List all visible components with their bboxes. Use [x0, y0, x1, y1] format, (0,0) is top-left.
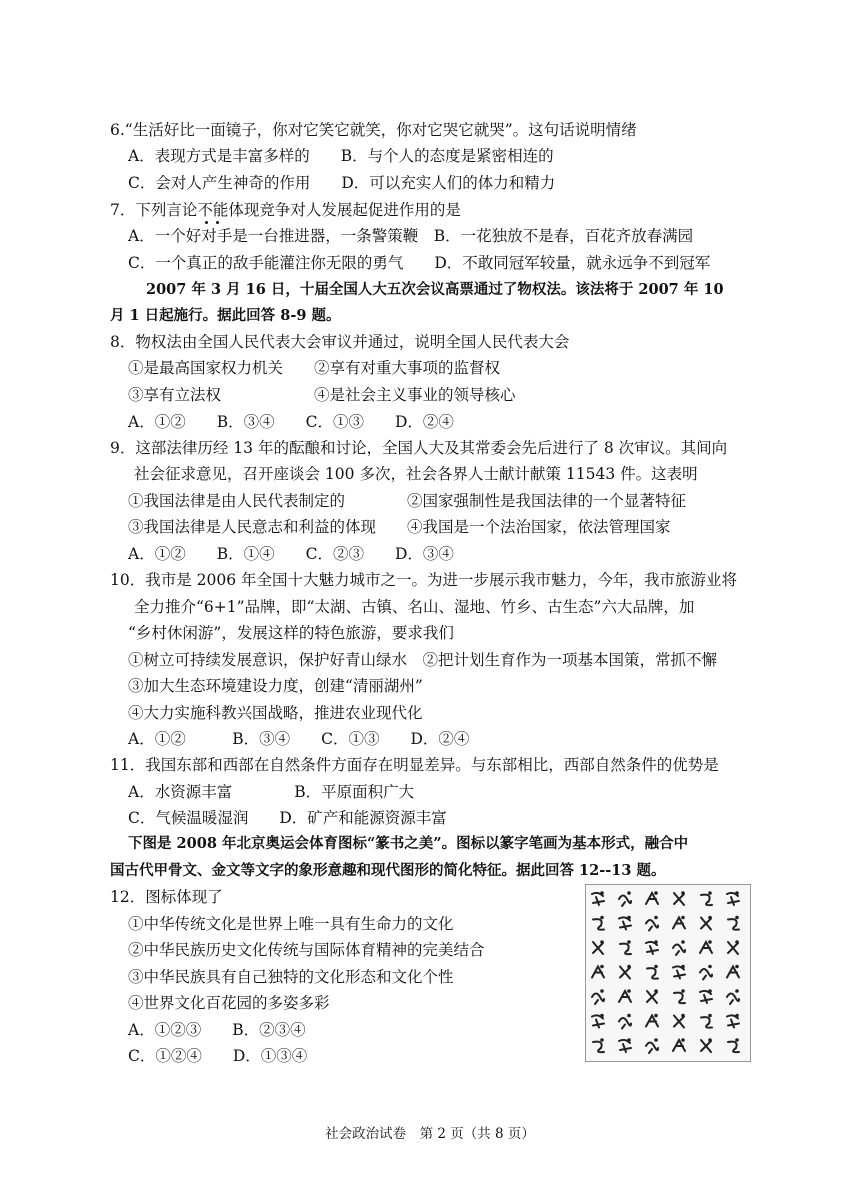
- sport-pictogram-icon: [727, 989, 739, 1004]
- sport-pictogram-icon: [646, 916, 658, 931]
- sport-pictogram-icon: [700, 940, 712, 953]
- sport-pictogram-icon: [619, 916, 631, 930]
- text-line: 2007 年 3 月 16 日，十届全国人大五次会议高票通过了物权法。该法将于 2007 年 10: [146, 281, 724, 298]
- emphasis-dot: [205, 221, 208, 224]
- text-line: ①树立可持续发展意识，保护好青山绿水 ②把计划生育作为一项基本国策，常抓不懈: [128, 651, 718, 669]
- text-line: ④世界文化百花园的多姿多彩: [128, 994, 330, 1012]
- sport-pictogram-icon: [593, 940, 604, 954]
- text-line: ①中华传统文化是世界上唯一具有生命力的文化: [128, 915, 454, 933]
- sport-pictogram-icon: [646, 891, 658, 904]
- sport-pictogram-icon: [593, 916, 604, 930]
- sport-pictogram-icon: [674, 891, 685, 905]
- sport-pictogram-icon: [619, 989, 631, 1002]
- text-line: A．①② B．③④ C．①③ D．②④: [128, 413, 454, 431]
- sport-pictogram-icon: [619, 891, 631, 906]
- pictogram-grid-icon: [586, 885, 750, 1061]
- sport-pictogram-icon: [592, 965, 604, 978]
- text-line: 7．下列言论不能体现竞争对人发展起促进作用的是: [110, 201, 461, 219]
- olympic-pictograms-image: [585, 884, 751, 1062]
- sport-pictogram-icon: [619, 1014, 631, 1029]
- text-line: A．①② B．①④ C．②③ D．③④: [128, 545, 454, 563]
- text-line: A．水资源丰富 B．平原面积广大: [128, 783, 415, 801]
- sport-pictogram-icon: [728, 1038, 739, 1052]
- text-line: ①我国法律是由人民代表制定的 ②国家强制性是我国法律的一个显著特征: [128, 492, 687, 510]
- text-line: 12．图标体现了: [110, 888, 223, 906]
- sport-pictogram-icon: [647, 989, 658, 1003]
- sport-pictogram-icon: [727, 1014, 739, 1028]
- sport-pictogram-icon: [700, 989, 712, 1003]
- sport-pictogram-icon: [620, 965, 631, 979]
- text-line: 月 1 日起施行。据此回答 8-9 题。: [110, 307, 341, 324]
- sport-pictogram-icon: [592, 989, 604, 1004]
- sport-pictogram-icon: [673, 965, 685, 979]
- text-line: 11．我国东部和西部在自然条件方面存在明显差异。与东部相比，西部自然条件的优势是: [110, 756, 719, 774]
- text-line: C．一个真正的敌手能灌注你无限的勇气 D．不敢同冠军较量，就永远争不到冠军: [128, 254, 711, 272]
- text-line: 8．物权法由全国人民代表大会审议并通过，说明全国人民代表大会: [110, 333, 570, 351]
- sport-pictogram-icon: [592, 891, 604, 905]
- text-line: 9．这部法律历经 13 年的酝酿和讨论，全国人大及其常委会先后进行了 8 次审议。其间向: [110, 439, 728, 457]
- sport-pictogram-icon: [619, 1038, 631, 1052]
- text-line: ①是最高国家权力机关 ②享有对重大事项的监督权: [128, 359, 501, 377]
- text-line: ③中华民族具有自己独特的文化形态和文化个性: [128, 968, 454, 986]
- text-line: 下图是 2008 年北京奥运会体育图标“篆书之美”。图标以篆字笔画为基本形式，融合中: [128, 835, 689, 852]
- sport-pictogram-icon: [673, 1038, 685, 1051]
- sport-pictogram-icon: [620, 940, 631, 954]
- text-line: 10．我市是 2006 年全国十大魅力城市之一。为进一步展示我市魅力，今年，我市旅游业将: [110, 571, 738, 589]
- sport-pictogram-icon: [700, 965, 712, 980]
- sport-pictogram-icon: [727, 891, 739, 905]
- sport-pictogram-icon: [728, 940, 739, 954]
- text-line: ④大力实施科教兴国战略，推进农业现代化: [128, 704, 423, 722]
- text-line: C．①②④ D．①③④: [128, 1047, 308, 1065]
- text-line: C．会对人产生神奇的作用 D．可以充实人们的体力和精力: [128, 174, 556, 192]
- text-line: A．①② B．③④ C．①③ D．②④: [128, 730, 470, 748]
- text-line: “乡村休闲游”，发展这样的特色旅游，要求我们: [128, 624, 454, 642]
- emphasis-dot: [216, 221, 219, 224]
- sport-pictogram-icon: [646, 1014, 658, 1027]
- sport-pictogram-icon: [701, 891, 712, 905]
- sport-pictogram-icon: [727, 965, 739, 978]
- text-line: ③享有立法权 ④是社会主义事业的领导核心: [128, 386, 516, 404]
- sport-pictogram-icon: [593, 1038, 604, 1052]
- sport-pictogram-icon: [647, 965, 658, 979]
- text-line: 6.“生活好比一面镜子，你对它笑它就笑，你对它哭它就哭”。这句话说明情绪: [110, 121, 637, 139]
- sport-pictogram-icon: [674, 1014, 685, 1028]
- text-line: A．表现方式是丰富多样的 B．与个人的态度是紧密相连的: [128, 147, 554, 165]
- sport-pictogram-icon: [646, 1038, 658, 1053]
- page-footer: 社会政治试卷 第 2 页（共 8 页）: [325, 1126, 535, 1142]
- text-line: A．①②③ B．②③④: [128, 1021, 306, 1039]
- sport-pictogram-icon: [673, 940, 685, 955]
- text-line: 社会征求意见，召开座谈会 100 多次，社会各界人士献计献策 11543 件。这表明: [134, 465, 698, 483]
- text-line: A．一个好对手是一台推进器，一条警策鞭 B．一花独放不是春，百花齐放春满园: [128, 227, 694, 245]
- sport-pictogram-icon: [646, 940, 658, 954]
- text-line: 国古代甲骨文、金文等文字的象形意趣和现代图形的简化特征。据此回答 12--13 题。: [110, 862, 666, 879]
- text-line: ③我国法律是人民意志和利益的体现 ④我国是一个法治国家，依法管理国家: [128, 518, 671, 536]
- sport-pictogram-icon: [673, 916, 685, 929]
- text-line: 全力推介“6+1”品牌，即“太湖、古镇、名山、湿地、竹乡、古生态”六大品牌，加: [134, 598, 695, 616]
- text-line: ③加大生态环境建设力度，创建“清丽湖州”: [128, 677, 423, 695]
- sport-pictogram-icon: [701, 1014, 712, 1028]
- sport-pictogram-icon: [701, 916, 712, 930]
- text-line: C．气候温暖湿润 D．矿产和能源资源丰富: [128, 809, 447, 827]
- text-line: ②中华民族历史文化传统与国际体育精神的完美结合: [128, 941, 485, 959]
- sport-pictogram-icon: [701, 1038, 712, 1052]
- sport-pictogram-icon: [728, 916, 739, 930]
- sport-pictogram-icon: [592, 1014, 604, 1028]
- sport-pictogram-icon: [674, 989, 685, 1003]
